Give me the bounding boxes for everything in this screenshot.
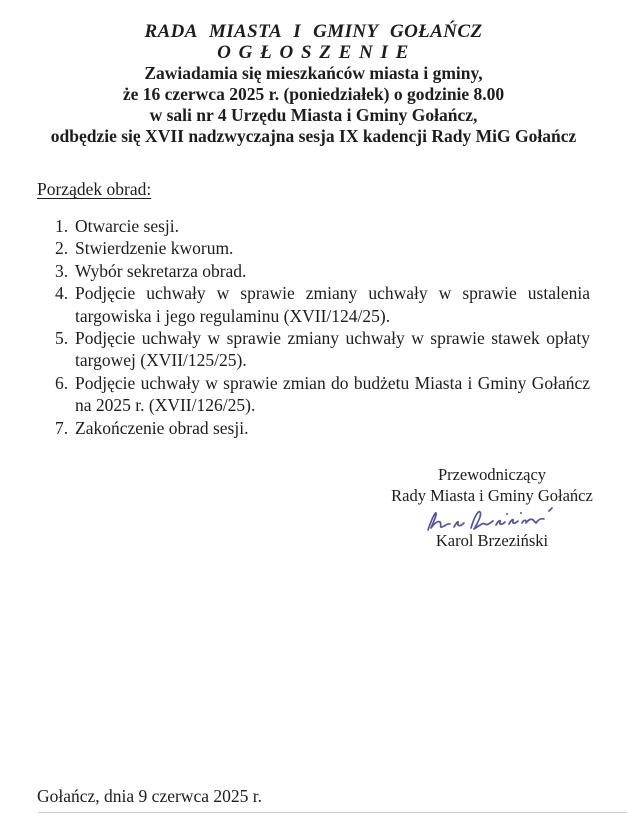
signature-stroke — [549, 508, 552, 511]
agenda-item-number: 5. — [55, 328, 69, 349]
agenda-list — [55, 215, 590, 439]
agenda-item — [55, 237, 590, 259]
agenda-item-text: Wybór sekretarza obrad. — [75, 260, 247, 281]
agenda-item — [55, 282, 590, 327]
agenda-item-text: Podjęcie uchwały w sprawie zmian do budżetu Miasta i Gminy Gołańcz na 2025 r. (XVII/126/25). — [75, 372, 590, 416]
agenda-item-number: 3. — [55, 260, 69, 281]
announcement-title: O G Ł O S Z E N I E — [217, 42, 410, 63]
signature-stroke — [454, 522, 464, 527]
signature-stroke-group — [428, 508, 552, 530]
agenda-item-text: Stwierdzenie kworum. — [75, 238, 234, 259]
agenda-item-text: Zakończenie obrad sesji. — [75, 417, 249, 438]
agenda-item-text: Podjęcie uchwały w sprawie zmiany uchwały w sprawie ustalenia targowiska i jego regulaminu (XVII/124/25). — [75, 283, 590, 326]
document-header — [0, 0, 627, 147]
intro-line-3: w sali nr 4 Urzędu Miasta i Gminy Gołańcz, — [149, 105, 478, 125]
signature-stroke — [428, 513, 450, 530]
place-and-date: Gołańcz, dnia 9 czerwca 2025 r. — [37, 786, 262, 806]
agenda-item — [55, 260, 590, 282]
agenda-item-number: 1. — [55, 216, 69, 236]
signatory-role-line-1: Przewodniczący — [437, 465, 547, 484]
signature-block — [383, 464, 601, 551]
agenda-item-number: 2. — [55, 238, 69, 259]
signature-ink-dot — [520, 512, 522, 514]
agenda-item-number: 4. — [55, 283, 69, 304]
agenda-item-text: Podjęcie uchwały w sprawie zmiany uchwały w sprawie stawek opłaty targowej (XVII/125/25). — [75, 328, 590, 371]
signature-ink-dot — [506, 513, 508, 515]
agenda-item — [55, 372, 590, 417]
council-title: RADA MIASTA I GMINY GOŁAŃCZ — [144, 21, 483, 42]
intro-line-2: że 16 czerwca 2025 r. (poniedziałek) o godzinie 8.00 — [122, 84, 505, 104]
signatory-name: Karol Brzeziński — [435, 531, 549, 550]
signatory-role-line-2: Rady Miasta i Gminy Gołańcz — [391, 486, 593, 505]
scan-artifact-line — [38, 812, 627, 813]
agenda-item-number: 7. — [55, 417, 69, 438]
agenda-item — [55, 215, 590, 237]
intro-line-1: Zawiadamia się mieszkańców miasta i gminy, — [144, 63, 483, 83]
agenda-item-text: Otwarcie sesji. — [75, 216, 179, 236]
agenda-item — [55, 417, 590, 439]
intro-line-4: odbędzie się XVII nadzwyczajna sesja IX kadencji Rady MiG Gołańcz — [50, 126, 577, 146]
agenda-item — [55, 327, 590, 372]
agenda-item-number: 6. — [55, 372, 69, 393]
agenda-heading: Porządek obrad: — [37, 179, 152, 199]
